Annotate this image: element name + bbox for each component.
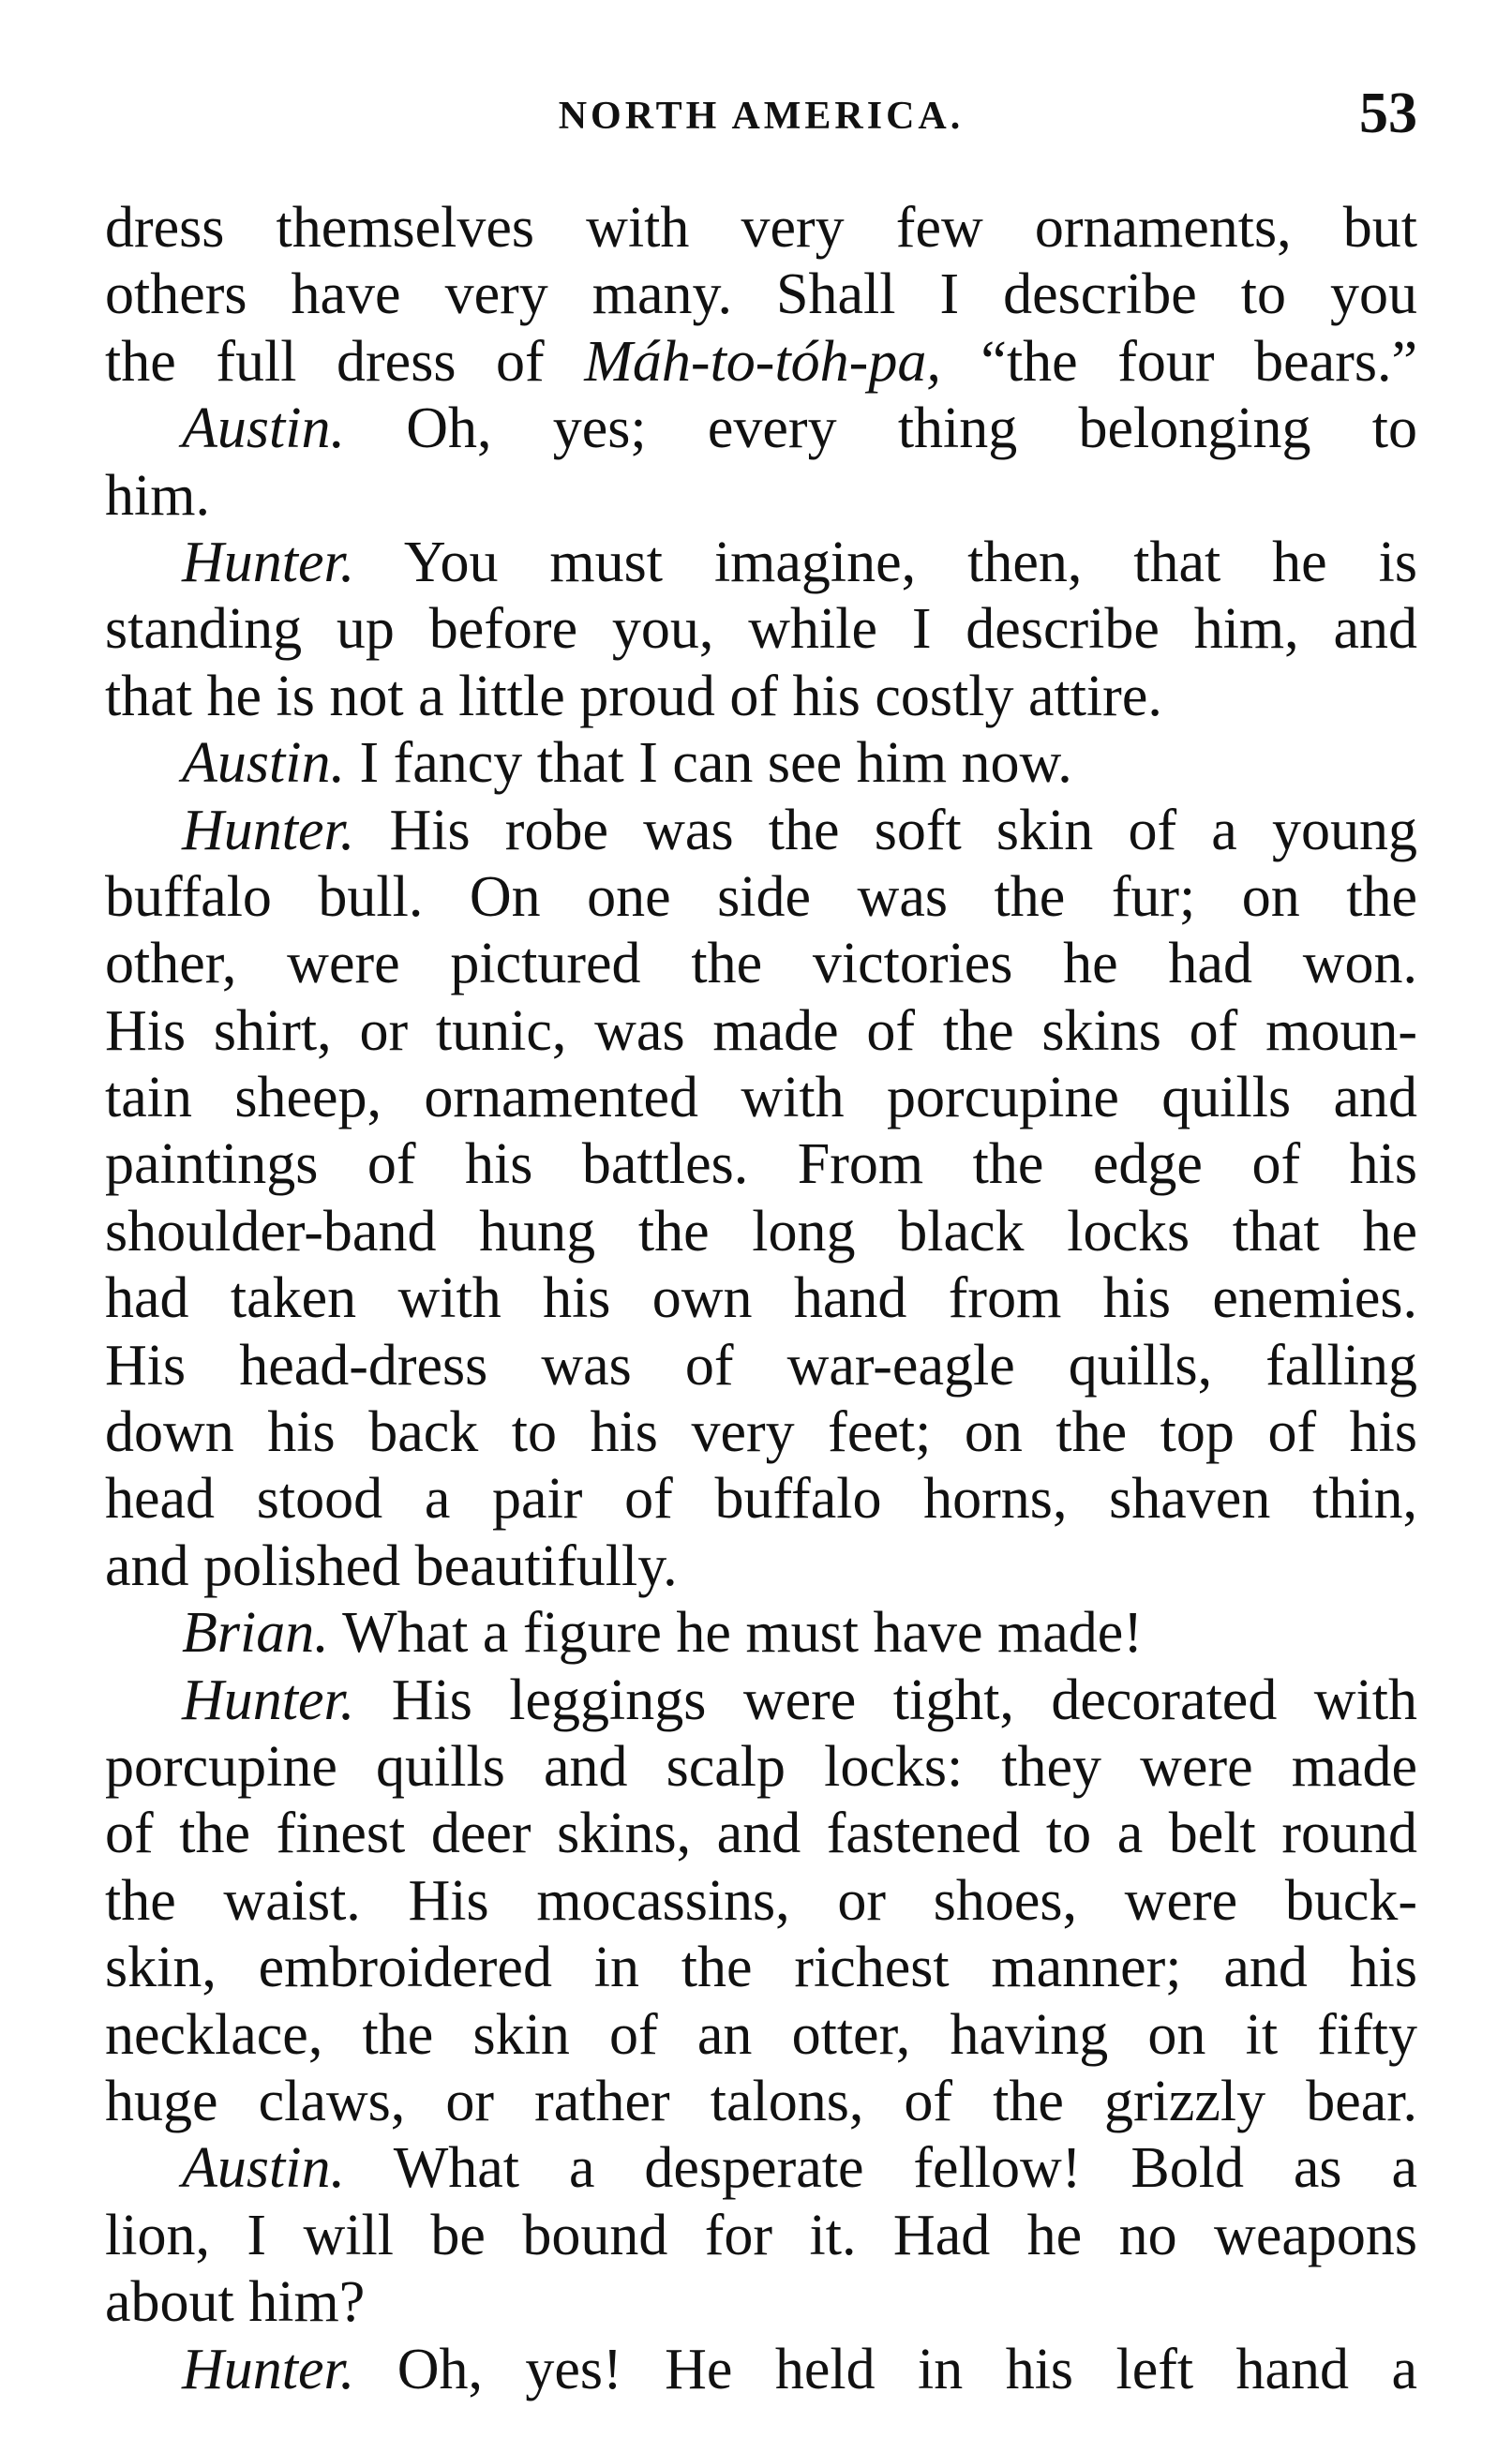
text-line: His shirt, or tunic, was made of the skins of moun- [105, 998, 1417, 1063]
text-line: other, were pictured the victories he had won. [105, 932, 1417, 996]
text-line: Hunter. Oh, yes! He held in his left hand a [182, 2337, 1417, 2401]
text-line: Austin. I fancy that I can see him now. [182, 731, 1072, 796]
text-line: buffalo bull. On one side was the fur; on the [105, 864, 1417, 929]
text-line: necklace, the skin of an otter, having on it fifty [105, 2002, 1417, 2067]
text-line: the full dress of Máh-to-tóh-pa, “the four bears.” [105, 329, 1417, 394]
text-line: Brian. What a figure he must have made! [182, 1601, 1143, 1666]
body-text [105, 195, 1417, 2403]
text-line: down his back to his very feet; on the top of his [105, 1400, 1417, 1465]
text-line: Austin. Oh, yes; every thing belonging to [182, 396, 1417, 461]
text-line: others have very many. Shall I describe to you [105, 262, 1417, 327]
page-number: 53 [1359, 82, 1417, 145]
indian-name: Máh-to-tóh-pa, [584, 329, 941, 394]
speaker-name: Austin. [182, 396, 345, 461]
text-line: huge claws, or rather talons, of the grizzly bear. [105, 2069, 1417, 2133]
text-line: Austin. What a desperate fellow! Bold as a [182, 2136, 1417, 2201]
speaker-name: Brian. [182, 1601, 329, 1666]
text-line: His head-dress was of war-eagle quills, falling [105, 1333, 1417, 1398]
text-line: dress themselves with very few ornaments, but [105, 196, 1417, 260]
text-line: shoulder-band hung the long black locks that he [105, 1199, 1417, 1264]
text-line: had taken with his own hand from his enemies. [105, 1266, 1417, 1331]
text-line: about him? [105, 2270, 366, 2335]
text-line: paintings of his battles. From the edge of his [105, 1132, 1417, 1197]
text-line: tain sheep, ornamented with porcupine quills and [105, 1066, 1417, 1130]
text-line: that he is not a little proud of his costly attire. [105, 664, 1162, 728]
speaker-name: Hunter. [182, 1668, 355, 1732]
text-line: and polished beautifully. [105, 1533, 678, 1598]
speaker-name: Austin. [182, 2136, 345, 2201]
speaker-name: Hunter. [182, 798, 355, 862]
text-line: the waist. His mocassins, or shoes, were buck- [105, 1868, 1417, 1933]
running-head [105, 81, 1417, 146]
text-line: Hunter. His robe was the soft skin of a young [182, 798, 1417, 862]
text-line: Hunter. His leggings were tight, decorated with [182, 1668, 1417, 1732]
speaker-name: Austin. [182, 731, 345, 796]
running-title: NORTH AMERICA. [558, 95, 965, 138]
text-line: of the finest deer skins, and fastened to a belt round [105, 1802, 1417, 1866]
text-line: him. [105, 463, 210, 528]
text-line: skin, embroidered in the richest manner; and his [105, 1936, 1417, 2000]
speaker-name: Hunter. [182, 2337, 355, 2401]
text-line: lion, I will be bound for it. Had he no weapons [105, 2203, 1417, 2267]
text-line: porcupine quills and scalp locks: they were made [105, 1734, 1417, 1799]
text-line: standing up before you, while I describe him, and [105, 597, 1417, 662]
text-line: head stood a pair of buffalo horns, shaven thin, [105, 1467, 1417, 1532]
speaker-name: Hunter. [182, 530, 355, 594]
text-line: Hunter. You must imagine, then, that he is [182, 530, 1417, 594]
